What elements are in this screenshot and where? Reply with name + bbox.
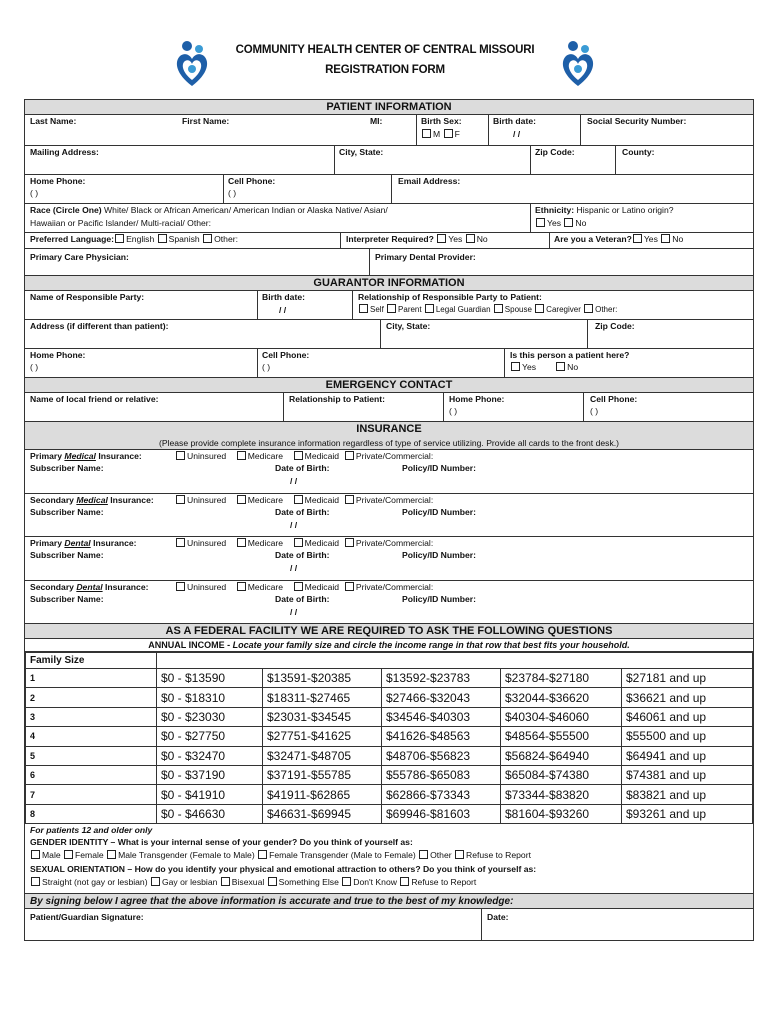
birth-sex-options: M F bbox=[421, 129, 460, 140]
orientation-option-label: Bisexual bbox=[231, 877, 265, 888]
language-row bbox=[25, 233, 753, 249]
uninsured-checkbox[interactable] bbox=[176, 451, 185, 460]
ssn-field[interactable]: Social Security Number: bbox=[587, 116, 687, 126]
guarantor-birth-date[interactable]: Birth date: bbox=[262, 292, 305, 302]
policy-field[interactable]: Policy/ID Number: bbox=[402, 463, 477, 473]
income-range-cell[interactable]: $93261 and up bbox=[622, 804, 753, 823]
guarantor-home-phone[interactable]: Home Phone: bbox=[30, 350, 86, 360]
orientation-question: SEXUAL ORIENTATION – How do you identify your physical and emotional attraction to others? Do you think of yourself as: bbox=[30, 864, 537, 875]
medicaid-checkbox[interactable] bbox=[294, 495, 303, 504]
ethnicity-options: Yes No bbox=[535, 218, 586, 229]
income-row bbox=[26, 707, 753, 726]
policy-field[interactable]: Policy/ID Number: bbox=[402, 506, 477, 517]
income-range-cell[interactable]: $18311-$27465 bbox=[263, 688, 382, 707]
family-size-cell: 8 bbox=[26, 804, 157, 823]
income-range-cell[interactable]: $0 - $32470 bbox=[157, 746, 263, 765]
income-range-cell[interactable]: $36621 and up bbox=[622, 688, 753, 707]
policy-field[interactable]: Policy/ID Number: bbox=[402, 550, 477, 560]
insurance-type-label: Primary Dental Insurance: bbox=[30, 538, 137, 548]
guarantor-city-field[interactable]: City, State: bbox=[386, 321, 431, 331]
guarantor-row-3 bbox=[25, 349, 753, 378]
emergency-home-phone[interactable]: Home Phone: bbox=[449, 394, 505, 404]
insurance-block bbox=[25, 450, 753, 494]
f-checkbox[interactable] bbox=[444, 129, 453, 138]
family-size-cell: 1 bbox=[26, 669, 157, 688]
income-row bbox=[26, 688, 753, 707]
dob-field[interactable]: Date of Birth: bbox=[275, 506, 330, 517]
private-checkbox[interactable] bbox=[345, 495, 354, 504]
policy-field[interactable]: Policy/ID Number: bbox=[402, 593, 477, 604]
income-range-cell[interactable]: $46061 and up bbox=[622, 707, 753, 726]
income-row bbox=[26, 765, 753, 784]
responsible-party-field[interactable]: Name of Responsible Party: bbox=[30, 292, 145, 302]
family-size-cell: 4 bbox=[26, 727, 157, 746]
family-size-cell: 6 bbox=[26, 765, 157, 784]
emergency-row bbox=[25, 393, 753, 422]
income-row bbox=[26, 727, 753, 746]
registration-form bbox=[24, 99, 754, 941]
orientation-option-label: Something Else bbox=[278, 877, 339, 888]
org-title: COMMUNITY HEALTH CENTER OF CENTRAL MISSOURI bbox=[235, 44, 535, 56]
income-range-cell[interactable]: $62866-$73343 bbox=[382, 785, 501, 804]
home-phone-field[interactable]: Home Phone: bbox=[30, 176, 86, 186]
dob-field[interactable]: Date of Birth: bbox=[275, 593, 330, 604]
orientation-option-label: Straight (not gay or lesbian) bbox=[42, 877, 148, 888]
private-checkbox[interactable] bbox=[345, 538, 354, 547]
income-row bbox=[26, 669, 753, 688]
rel-spouse-checkbox[interactable] bbox=[494, 304, 503, 313]
veteran-no-checkbox[interactable] bbox=[661, 234, 670, 243]
orientation-checkbox-2[interactable] bbox=[221, 877, 230, 886]
ethnicity-yes-checkbox[interactable] bbox=[536, 218, 545, 227]
income-range-cell[interactable]: $83821 and up bbox=[622, 785, 753, 804]
insurance-block bbox=[25, 537, 753, 581]
income-range-cell[interactable]: $13592-$23783 bbox=[382, 669, 501, 688]
income-range-cell[interactable]: $32044-$36620 bbox=[501, 688, 622, 707]
uninsured-checkbox[interactable] bbox=[176, 495, 185, 504]
emergency-cell-paren: ( ) bbox=[590, 406, 599, 416]
first-name-field[interactable]: First Name: bbox=[182, 116, 230, 126]
emergency-cell-phone[interactable]: Cell Phone: bbox=[590, 394, 638, 404]
dob-slashes: / / bbox=[290, 519, 298, 530]
income-row bbox=[26, 804, 753, 823]
gender-checkbox-1[interactable] bbox=[64, 850, 73, 859]
insurance-options: Uninsured Medicare Medicaid Private/Commercial: bbox=[175, 582, 433, 593]
income-range-cell[interactable]: $0 - $46630 bbox=[157, 804, 263, 823]
signing-statement: By signing below I agree that the above information is accurate and true to the best of my knowledge: bbox=[25, 894, 753, 909]
orientation-option-label: Refuse to Report bbox=[411, 877, 477, 888]
last-name-field[interactable]: Last Name: bbox=[30, 116, 77, 126]
family-size-cell: 7 bbox=[26, 785, 157, 804]
mailing-address-field[interactable]: Mailing Address: bbox=[30, 147, 99, 157]
guarantor-cell-phone[interactable]: Cell Phone: bbox=[262, 350, 310, 360]
income-range-cell[interactable]: $13591-$20385 bbox=[263, 669, 382, 688]
gender-option-label: Male Transgender (Female to Male) bbox=[118, 850, 255, 861]
rel-guardian-checkbox[interactable] bbox=[425, 304, 434, 313]
dob-field[interactable]: Date of Birth: bbox=[275, 550, 330, 560]
dob-field[interactable]: Date of Birth: bbox=[275, 463, 330, 473]
rel-self-checkbox[interactable] bbox=[359, 304, 368, 313]
income-row bbox=[26, 785, 753, 804]
insurance-note: (Please provide complete insurance information regardless of type of service utilizing. Provide all cards to the front desk.) bbox=[25, 437, 753, 450]
is-patient-options: Yes No bbox=[510, 362, 578, 373]
insurance-blocks bbox=[25, 450, 753, 624]
income-range-cell[interactable]: $65084-$74380 bbox=[501, 765, 622, 784]
home-phone-paren: ( ) bbox=[30, 188, 39, 198]
rel-caregiver-checkbox[interactable] bbox=[535, 304, 544, 313]
form-title: REGISTRATION FORM bbox=[325, 64, 445, 76]
relationship-label: Relationship of Responsible Party to Patient: bbox=[358, 292, 542, 302]
gender-option-label: Refuse to Report bbox=[466, 850, 531, 861]
subscriber-field[interactable]: Subscriber Name: bbox=[30, 550, 104, 560]
demographics-block bbox=[25, 824, 753, 894]
phone-row bbox=[25, 175, 753, 204]
income-range-cell[interactable]: $27751-$41625 bbox=[263, 727, 382, 746]
medicare-checkbox[interactable] bbox=[237, 495, 246, 504]
signature-field[interactable]: Patient/Guardian Signature: bbox=[30, 912, 144, 923]
ethnicity-field: Ethnicity: Hispanic or Latino origin? bbox=[535, 205, 674, 215]
gender-checkbox-5[interactable] bbox=[455, 850, 464, 859]
provider-row bbox=[25, 249, 753, 276]
subscriber-field[interactable]: Subscriber Name: bbox=[30, 463, 104, 473]
guarantor-address-field[interactable]: Address (if different than patient): bbox=[30, 321, 169, 331]
cell-phone-field[interactable]: Cell Phone: bbox=[228, 176, 276, 186]
insurance-type-label: Secondary Dental Insurance: bbox=[30, 581, 149, 592]
dental-provider-field[interactable]: Primary Dental Provider: bbox=[375, 252, 476, 262]
section-guarantor: GUARANTOR INFORMATION bbox=[25, 276, 753, 291]
medicare-checkbox[interactable] bbox=[237, 451, 246, 460]
interpreter-field: Interpreter Required? Yes No bbox=[346, 234, 488, 244]
emergency-home-paren: ( ) bbox=[449, 406, 458, 416]
english-checkbox[interactable] bbox=[115, 234, 124, 243]
name-row bbox=[25, 115, 753, 146]
income-range-cell[interactable]: $32471-$48705 bbox=[263, 746, 382, 765]
section-emergency: EMERGENCY CONTACT bbox=[25, 378, 753, 393]
uninsured-checkbox[interactable] bbox=[176, 538, 185, 547]
gender-option-label: Male bbox=[42, 850, 61, 861]
medicare-checkbox[interactable] bbox=[237, 582, 246, 591]
income-range-cell[interactable]: $81604-$93260 bbox=[501, 804, 622, 823]
birth-sex-label: Birth Sex: bbox=[421, 116, 462, 126]
form-header bbox=[0, 40, 770, 90]
uninsured-checkbox[interactable] bbox=[176, 582, 185, 591]
address-row bbox=[25, 146, 753, 175]
income-range-cell[interactable]: $0 - $27750 bbox=[157, 727, 263, 746]
medicare-checkbox[interactable] bbox=[237, 538, 246, 547]
mi-field[interactable]: MI: bbox=[370, 116, 383, 126]
gender-checkbox-4[interactable] bbox=[419, 850, 428, 859]
gender-question: GENDER IDENTITY – What is your internal sense of your gender? Do you think of yourself as: bbox=[30, 837, 413, 848]
income-range-cell[interactable]: $0 - $37190 bbox=[157, 765, 263, 784]
income-range-cell[interactable]: $48564-$55500 bbox=[501, 727, 622, 746]
birth-date-slashes: / / bbox=[513, 129, 521, 139]
birth-date-field[interactable]: Birth date: bbox=[493, 116, 536, 126]
income-range-cell[interactable]: $23031-$34545 bbox=[263, 707, 382, 726]
guarantor-row-1 bbox=[25, 291, 753, 320]
veteran-field: Are you a Veteran? Yes No bbox=[554, 234, 684, 244]
section-federal: AS A FEDERAL FACILITY WE ARE REQUIRED TO ASK THE FOLLOWING QUESTIONS bbox=[25, 624, 753, 639]
income-range-cell[interactable]: $23784-$27180 bbox=[501, 669, 622, 688]
city-state-field[interactable]: City, State: bbox=[339, 147, 384, 157]
signature-row bbox=[25, 909, 753, 940]
income-range-cell[interactable]: $56824-$64940 bbox=[501, 746, 622, 765]
income-table bbox=[25, 652, 753, 824]
ethnicity-no-checkbox[interactable] bbox=[564, 218, 573, 227]
insurance-options: Uninsured Medicare Medicaid Private/Commercial: bbox=[175, 451, 433, 462]
gender-checkbox-3[interactable] bbox=[258, 850, 267, 859]
insurance-options: Uninsured Medicare Medicaid Private/Commercial: bbox=[175, 495, 433, 506]
orientation-option-label: Gay or lesbian bbox=[161, 877, 218, 888]
gender-checkbox-2[interactable] bbox=[107, 850, 116, 859]
m-checkbox[interactable] bbox=[422, 129, 431, 138]
guarantor-birth-slashes: / / bbox=[279, 305, 287, 315]
income-range-cell[interactable]: $27181 and up bbox=[622, 669, 753, 688]
guarantor-row-2 bbox=[25, 320, 753, 349]
income-range-cell[interactable]: $0 - $13590 bbox=[157, 669, 263, 688]
family-size-cell: 3 bbox=[26, 707, 157, 726]
gender-option-label: Female Transgender (Male to Female) bbox=[269, 850, 416, 861]
insurance-options: Uninsured Medicare Medicaid Private/Commercial: bbox=[175, 538, 433, 549]
insurance-block bbox=[25, 494, 753, 538]
income-range-cell[interactable]: $48706-$56823 bbox=[382, 746, 501, 765]
income-range-cell[interactable]: $46631-$69945 bbox=[263, 804, 382, 823]
gender-option-label: Other bbox=[430, 850, 452, 861]
rel-parent-checkbox[interactable] bbox=[387, 304, 396, 313]
pcp-field[interactable]: Primary Care Physician: bbox=[30, 252, 129, 262]
orientation-checkbox-4[interactable] bbox=[342, 877, 351, 886]
income-range-cell[interactable]: $64941 and up bbox=[622, 746, 753, 765]
dob-slashes: / / bbox=[290, 476, 298, 486]
is-patient-no-checkbox[interactable] bbox=[556, 362, 565, 371]
gender-option-label: Female bbox=[75, 850, 104, 861]
orientation-checkbox-1[interactable] bbox=[151, 877, 160, 886]
income-row bbox=[26, 746, 753, 765]
race-field[interactable]: Race (Circle One) White/ Black or African American/ American Indian or Alaska Native/ Asian/ bbox=[30, 205, 388, 215]
income-range-cell[interactable]: $34546-$40303 bbox=[382, 707, 501, 726]
date-field[interactable]: Date: bbox=[487, 912, 509, 923]
interpreter-no-checkbox[interactable] bbox=[466, 234, 475, 243]
veteran-yes-checkbox[interactable] bbox=[633, 234, 642, 243]
income-range-cell[interactable]: $73344-$83820 bbox=[501, 785, 622, 804]
patients12-note: For patients 12 and older only bbox=[30, 825, 153, 836]
gender-options bbox=[30, 850, 531, 861]
relationship-options: Self Parent Legal Guardian Spouse Caregiver Other: bbox=[358, 304, 617, 315]
county-field[interactable]: County: bbox=[622, 147, 655, 157]
email-field[interactable]: Email Address: bbox=[398, 176, 461, 186]
orientation-option-label: Don't Know bbox=[353, 877, 397, 888]
family-size-header: Family Size bbox=[26, 653, 157, 669]
medicaid-checkbox[interactable] bbox=[294, 538, 303, 547]
gender-checkbox-0[interactable] bbox=[31, 850, 40, 859]
orientation-checkbox-3[interactable] bbox=[268, 877, 277, 886]
insurance-type-label: Primary Medical Insurance: bbox=[30, 451, 142, 461]
income-range-cell[interactable]: $41911-$62865 bbox=[263, 785, 382, 804]
insurance-block bbox=[25, 581, 753, 625]
section-insurance: INSURANCE bbox=[25, 422, 753, 437]
emergency-name-field[interactable]: Name of local friend or relative: bbox=[30, 394, 159, 404]
dob-slashes: / / bbox=[290, 563, 298, 573]
interpreter-yes-checkbox[interactable] bbox=[437, 234, 446, 243]
subscriber-field[interactable]: Subscriber Name: bbox=[30, 593, 104, 604]
income-range-cell[interactable]: $40304-$46060 bbox=[501, 707, 622, 726]
income-range-cell[interactable]: $37191-$55785 bbox=[263, 765, 382, 784]
orientation-checkbox-0[interactable] bbox=[31, 877, 40, 886]
income-range-cell[interactable]: $69946-$81603 bbox=[382, 804, 501, 823]
private-checkbox[interactable] bbox=[345, 451, 354, 460]
emergency-relationship-field[interactable]: Relationship to Patient: bbox=[289, 394, 385, 404]
income-header: ANNUAL INCOME - Locate your family size and circle the income range in that row that best fits your household. bbox=[25, 639, 753, 652]
is-patient-yes-checkbox[interactable] bbox=[511, 362, 520, 371]
family-size-cell: 5 bbox=[26, 746, 157, 765]
preferred-language-field: Preferred Language: English Spanish Other: bbox=[30, 234, 238, 244]
private-checkbox[interactable] bbox=[345, 582, 354, 591]
dob-slashes: / / bbox=[290, 606, 298, 617]
subscriber-field[interactable]: Subscriber Name: bbox=[30, 506, 104, 517]
insurance-type-label: Secondary Medical Insurance: bbox=[30, 494, 154, 505]
spanish-checkbox[interactable] bbox=[158, 234, 167, 243]
other-lang-checkbox[interactable] bbox=[203, 234, 212, 243]
guarantor-home-paren: ( ) bbox=[30, 362, 39, 372]
medicaid-checkbox[interactable] bbox=[294, 451, 303, 460]
orientation-checkbox-5[interactable] bbox=[400, 877, 409, 886]
orientation-options bbox=[30, 877, 476, 888]
zip-field[interactable]: Zip Code: bbox=[535, 147, 575, 157]
guarantor-cell-paren: ( ) bbox=[262, 362, 271, 372]
income-range-cell[interactable]: $55500 and up bbox=[622, 727, 753, 746]
rel-other-checkbox[interactable] bbox=[584, 304, 593, 313]
income-range-cell[interactable]: $27466-$32043 bbox=[382, 688, 501, 707]
medicaid-checkbox[interactable] bbox=[294, 582, 303, 591]
guarantor-zip-field[interactable]: Zip Code: bbox=[595, 321, 635, 331]
race-row bbox=[25, 204, 753, 233]
income-range-cell[interactable]: $0 - $41910 bbox=[157, 785, 263, 804]
income-range-cell[interactable]: $74381 and up bbox=[622, 765, 753, 784]
income-range-cell[interactable]: $0 - $23030 bbox=[157, 707, 263, 726]
is-patient-label: Is this person a patient here? bbox=[510, 350, 630, 360]
income-range-cell[interactable]: $0 - $18310 bbox=[157, 688, 263, 707]
family-size-cell: 2 bbox=[26, 688, 157, 707]
income-range-cell[interactable]: $41626-$48563 bbox=[382, 727, 501, 746]
income-range-cell[interactable]: $55786-$65083 bbox=[382, 765, 501, 784]
section-patient: PATIENT INFORMATION bbox=[25, 100, 753, 115]
cell-phone-paren: ( ) bbox=[228, 188, 237, 198]
race-options-2: Hawaiian or Pacific Islander/ Multi-racial/ Other: bbox=[30, 218, 212, 228]
